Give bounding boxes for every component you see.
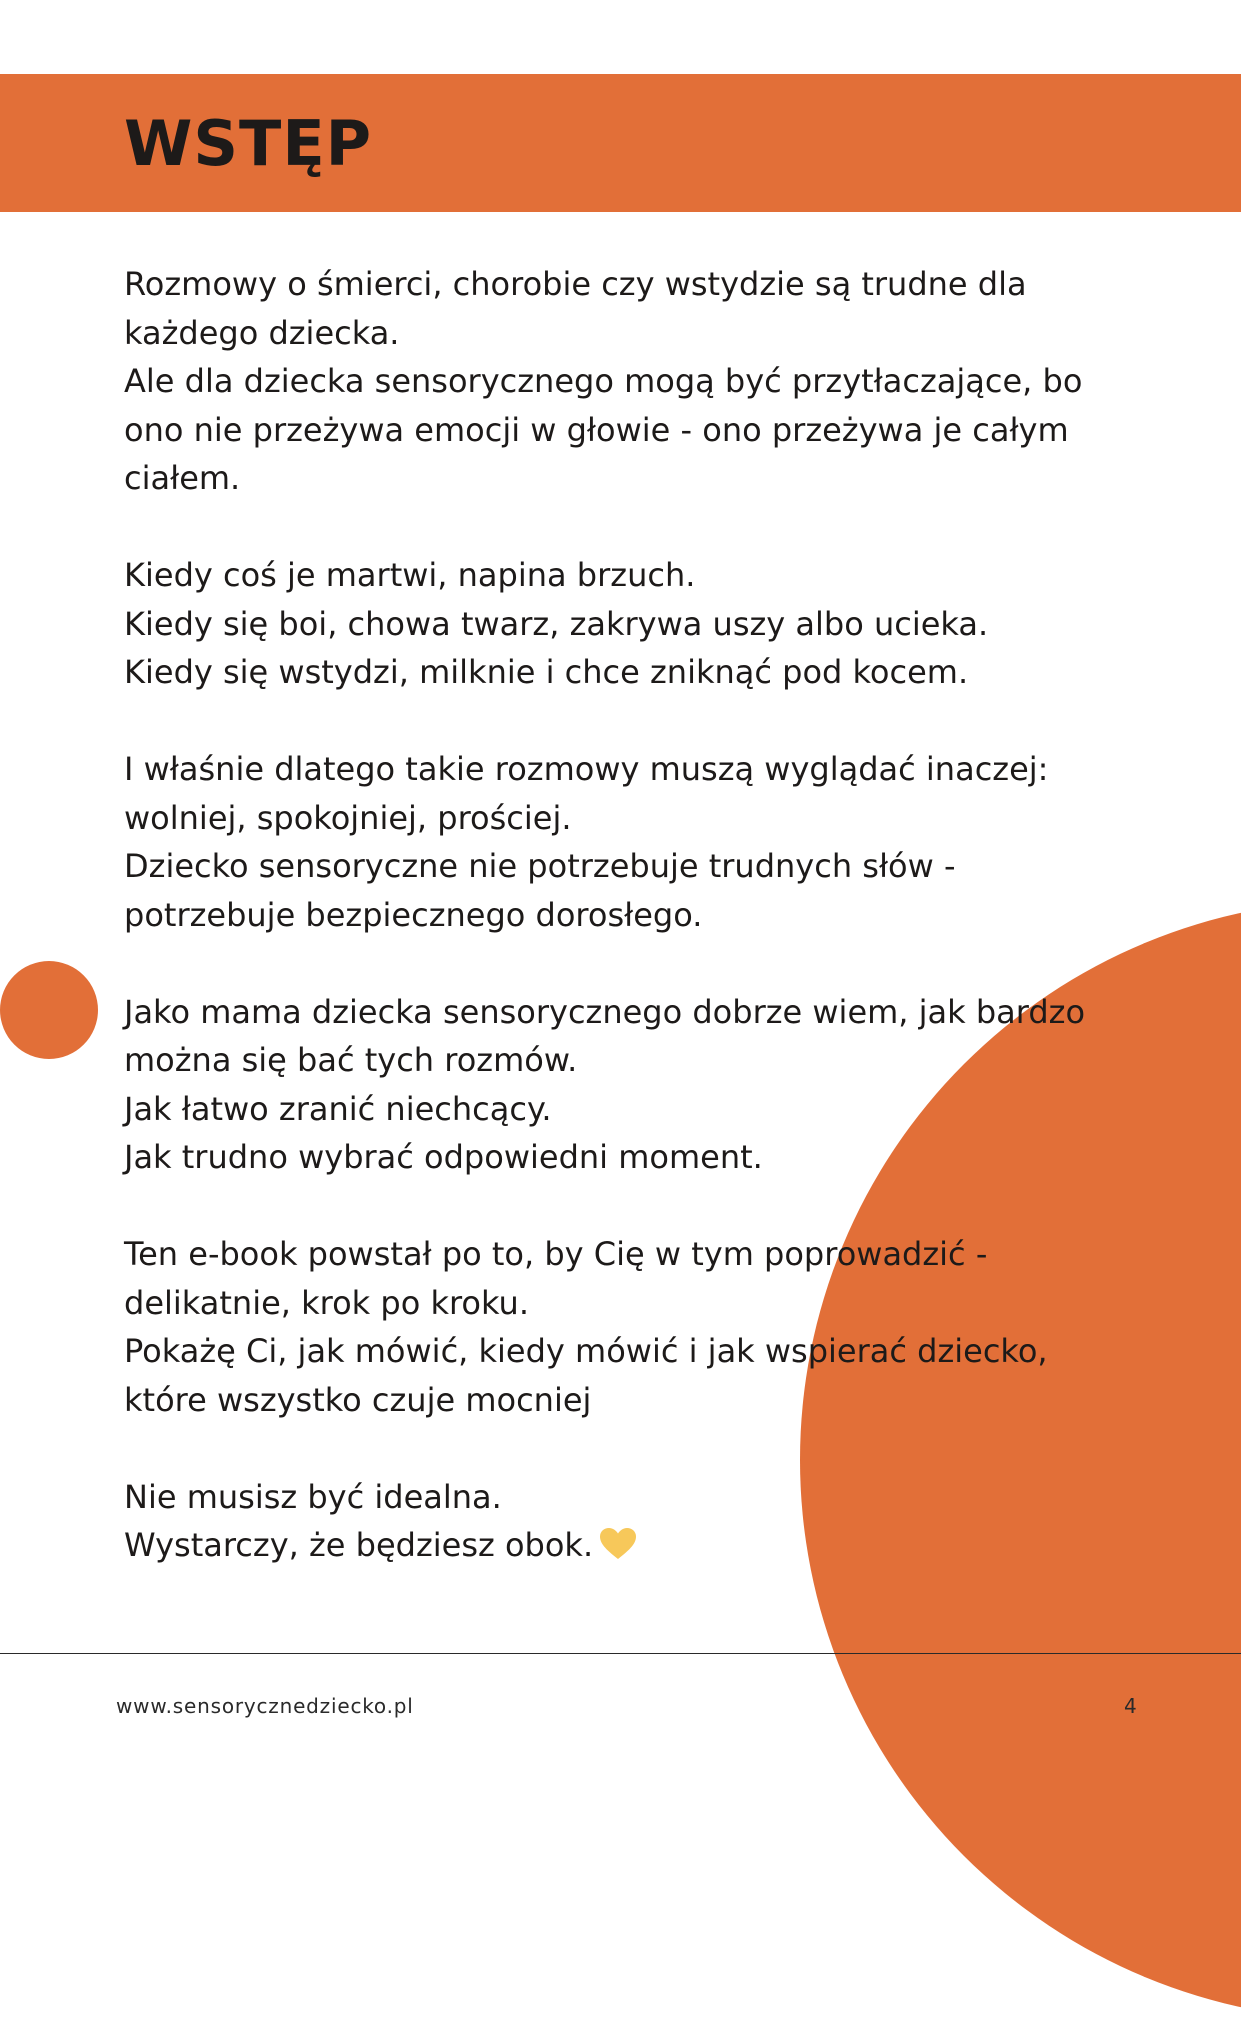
paragraph-body-reactions [124,551,1144,697]
text-line-with-heart [124,1521,1144,1570]
text-line: każdego dziecka. [124,313,400,352]
text-line: Jako mama dziecka sensorycznego dobrze wiem, jak bardzo [124,992,1086,1031]
text-line: Nie musisz być idealna. [124,1477,502,1516]
text-line: Kiedy się wstydzi, milknie i chce zniknąć pod kocem. [124,653,969,691]
text-line: Rozmowy o śmierci, chorobie czy wstydzie są trudne dla [124,265,1027,303]
footer-website-link[interactable]: www.sensorycznedziecko.pl [116,1694,414,1718]
text-line: Kiedy coś je martwi, napina brzuch. [124,556,696,594]
text-line: Pokażę Ci, jak mówić, kiedy mówić i jak wspierać dziecko, [124,1332,1048,1370]
text-line: Dziecko sensoryczne nie potrzebuje trudnych słów - [124,847,956,885]
paragraph-closing [124,1473,1144,1570]
text-line: Kiedy się boi, chowa twarz, zakrywa uszy albo ucieka. [124,604,989,643]
text-line: które wszystko czuje mocniej [124,1380,592,1419]
text-line: potrzebuje bezpiecznego dorosłego. [124,895,703,934]
text-line: Ale dla dziecka sensorycznego mogą być przytłaczające, bo [124,362,1083,400]
text-line: ono nie przeżywa emocji w głowie - ono przeżywa je całym [124,410,1069,449]
page-title: WSTĘP [124,107,373,180]
paragraph-intro [124,260,1144,503]
paragraph-author-experience [124,988,1144,1182]
decorative-small-circle [0,961,98,1059]
text-line: I właśnie dlatego takie rozmowy muszą wyglądać inaczej: [124,750,1049,788]
paragraph-different-approach [124,745,1144,939]
text-line: Wystarczy, że będziesz obok. [124,1526,594,1564]
text-line: Ten e-book powstał po to, by Cię w tym poprowadzić - [124,1235,988,1273]
text-line: wolniej, spokojniej, prościej. [124,798,572,837]
text-line: Jak łatwo zranić niechcący. [124,1089,552,1128]
text-line: delikatnie, krok po kroku. [124,1283,529,1322]
footer-divider [0,1653,1241,1654]
page-number: 4 [1124,1694,1137,1718]
text-line: Jak trudno wybrać odpowiedni moment. [124,1138,763,1176]
text-line: można się bać tych rozmów. [124,1041,578,1079]
heart-icon [599,1527,637,1561]
body-text [124,260,1144,1618]
text-line: ciałem. [124,459,241,497]
paragraph-ebook-purpose [124,1230,1144,1424]
